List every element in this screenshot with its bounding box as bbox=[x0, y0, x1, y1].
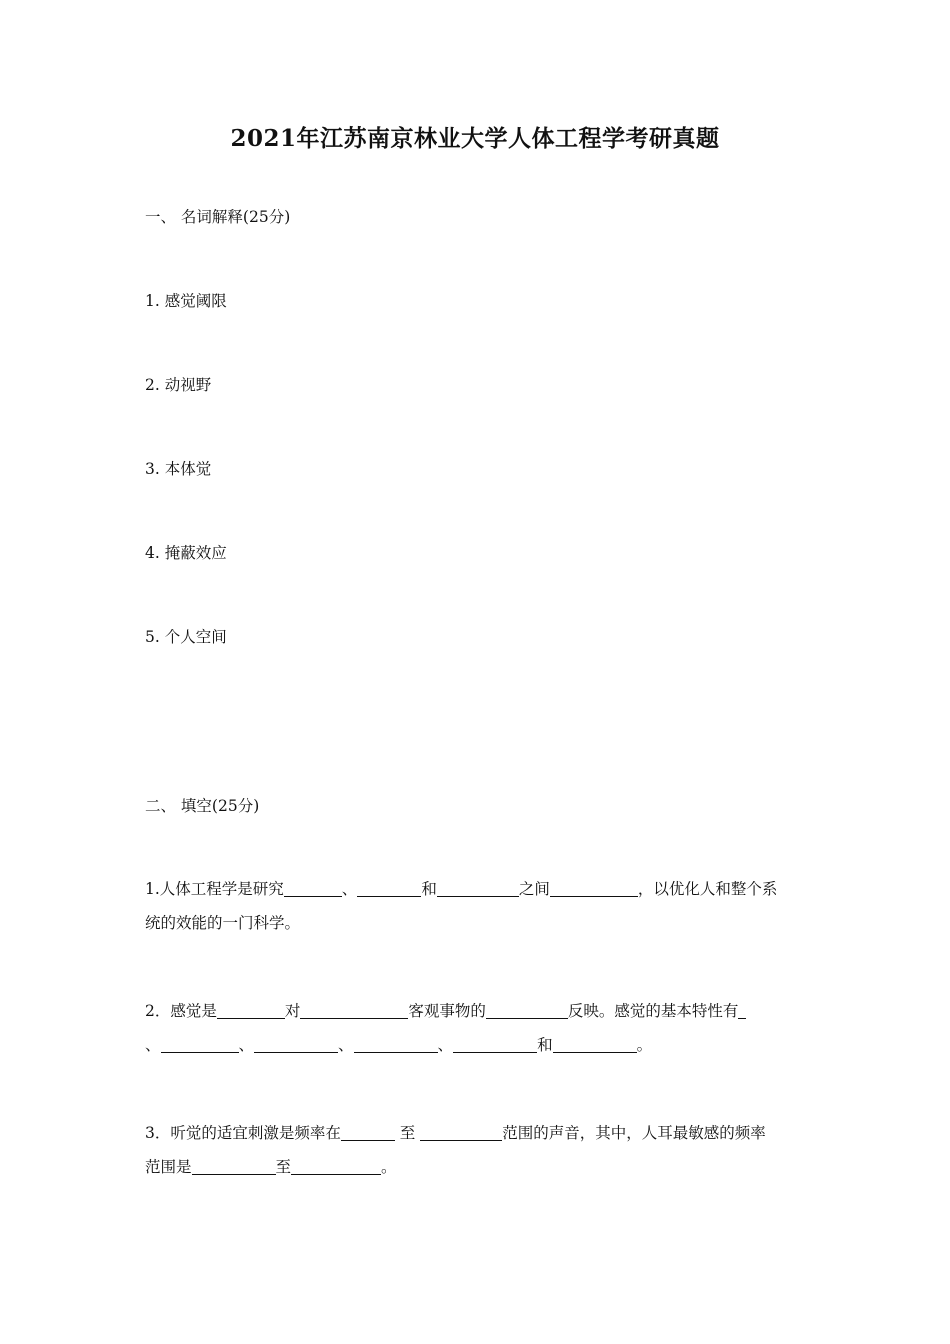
answer-blank[interactable] bbox=[291, 1159, 381, 1176]
question-1-text-a: 1.人体工程学是研究 bbox=[145, 880, 284, 898]
question-1-text-e: ，以优化人和整个系 bbox=[637, 880, 778, 898]
question-1-line-1 bbox=[145, 872, 825, 906]
question-3-text-c: 范围的声音，其中，人耳最敏感的频率 bbox=[502, 1124, 766, 1142]
fill-question-1 bbox=[145, 872, 825, 940]
answer-blank[interactable] bbox=[341, 1125, 395, 1142]
question-3-text-b: 至 bbox=[394, 1124, 421, 1142]
question-2-text-a: 2．感觉是 bbox=[145, 1002, 217, 1020]
question-2-text-c: 客观事物的 bbox=[408, 1002, 486, 1020]
answer-blank[interactable] bbox=[420, 1125, 502, 1142]
answer-blank[interactable] bbox=[192, 1159, 276, 1176]
answer-blank[interactable] bbox=[550, 881, 638, 898]
answer-blank[interactable] bbox=[161, 1037, 239, 1054]
term-item-4: 4. 掩蔽效应 bbox=[145, 544, 227, 562]
answer-blank[interactable] bbox=[738, 1003, 746, 1020]
question-2-text-j: 。 bbox=[636, 1036, 653, 1054]
fill-question-2 bbox=[145, 994, 825, 1062]
answer-blank[interactable] bbox=[437, 881, 519, 898]
term-item-3: 3. 本体觉 bbox=[145, 460, 212, 478]
answer-blank[interactable] bbox=[357, 881, 421, 898]
answer-blank[interactable] bbox=[453, 1037, 537, 1054]
section-2-heading: 二、 填空(25分) bbox=[145, 797, 260, 815]
question-3-text-e: 至 bbox=[275, 1158, 292, 1176]
term-item-5: 5. 个人空间 bbox=[145, 628, 227, 646]
question-2-line-2 bbox=[145, 1028, 825, 1062]
question-1-text-d: 之间 bbox=[518, 880, 550, 898]
question-3-text-f: 。 bbox=[381, 1158, 397, 1176]
answer-blank[interactable] bbox=[486, 1003, 568, 1020]
answer-blank[interactable] bbox=[217, 1003, 285, 1020]
question-2-text-h: 、 bbox=[437, 1036, 454, 1054]
answer-blank[interactable] bbox=[354, 1037, 438, 1054]
question-1-text-f: 统的效能的一门科学。 bbox=[145, 914, 301, 932]
document-title: 2021年江苏南京林业大学人体工程学考研真题 bbox=[230, 125, 720, 152]
term-item-2: 2. 动视野 bbox=[145, 376, 212, 394]
question-1-text-c: 和 bbox=[421, 880, 437, 898]
question-2-text-g: 、 bbox=[338, 1036, 354, 1054]
answer-blank[interactable] bbox=[300, 1003, 408, 1020]
question-1-line-2 bbox=[145, 906, 825, 940]
question-3-text-a: 3．听觉的适宜刺激是频率在 bbox=[145, 1124, 341, 1142]
answer-blank[interactable] bbox=[254, 1037, 338, 1054]
question-2-text-d: 反映。感觉的基本特性有 bbox=[567, 1002, 739, 1020]
question-2-line-1 bbox=[145, 994, 825, 1028]
question-3-line-1 bbox=[145, 1116, 825, 1150]
fill-question-3 bbox=[145, 1116, 825, 1184]
answer-blank[interactable] bbox=[284, 881, 342, 898]
answer-blank[interactable] bbox=[553, 1037, 637, 1054]
question-2-text-b: 对 bbox=[284, 1002, 301, 1020]
question-2-text-f: 、 bbox=[238, 1036, 255, 1054]
section-1-heading: 一、 名词解释(25分) bbox=[145, 208, 291, 226]
question-2-text-e: 、 bbox=[145, 1036, 161, 1054]
question-1-text-b: 、 bbox=[341, 880, 358, 898]
question-3-text-d: 范围是 bbox=[145, 1158, 192, 1176]
term-item-1: 1. 感觉阈限 bbox=[145, 292, 227, 310]
question-3-line-2 bbox=[145, 1150, 825, 1184]
question-2-text-i: 和 bbox=[537, 1036, 553, 1054]
